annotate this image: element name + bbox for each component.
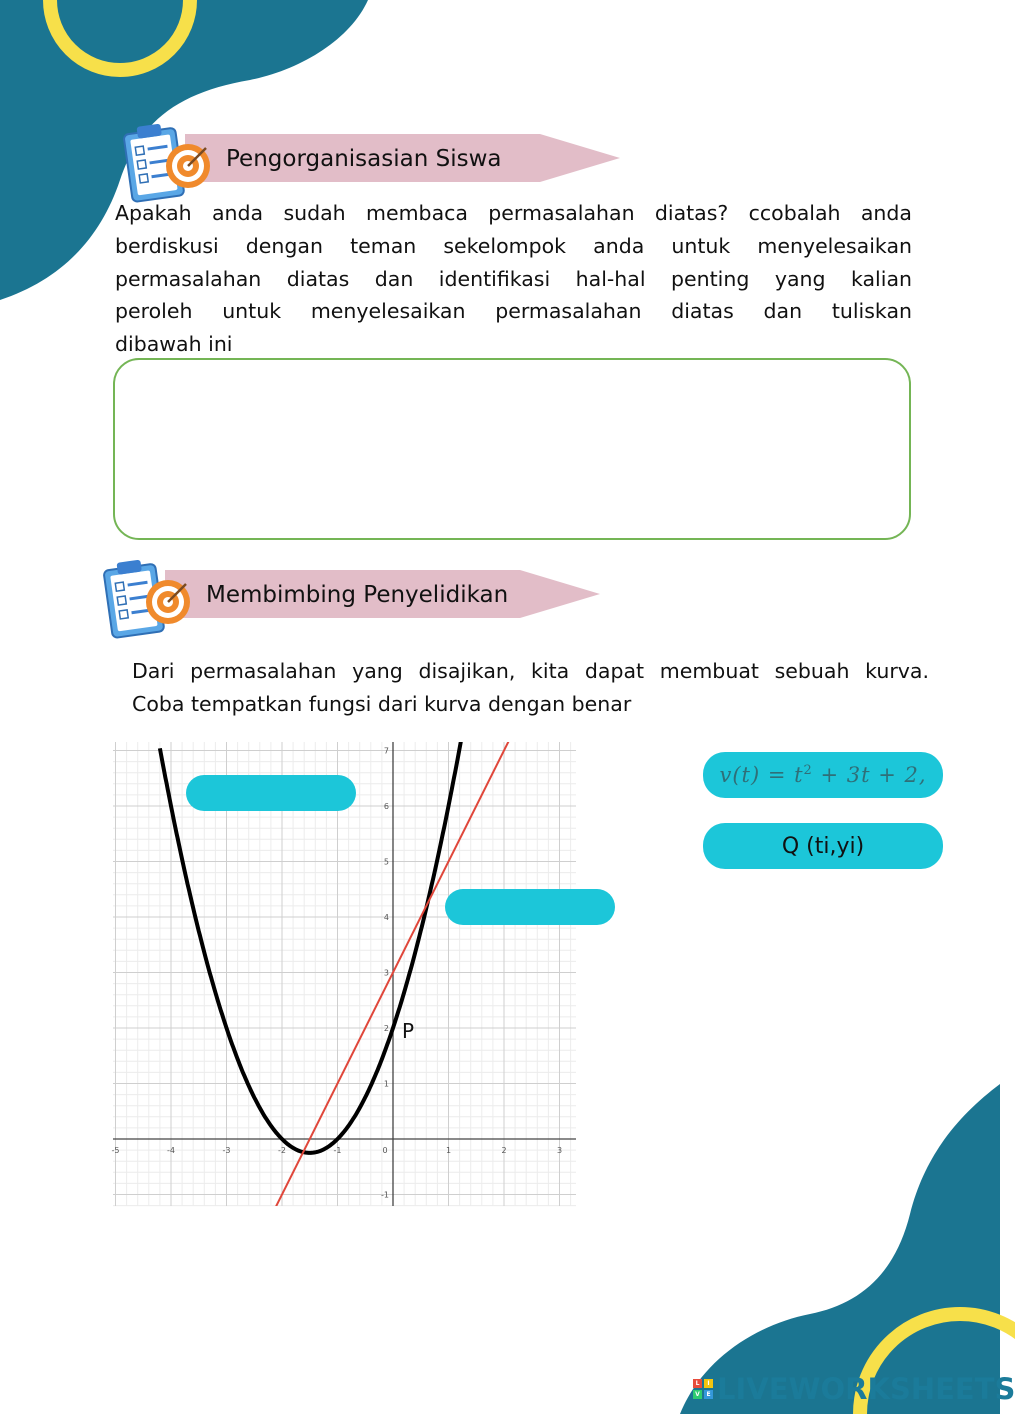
brand-logo-icon: [693, 1379, 713, 1399]
formula-rest: + 3t + 2,: [812, 763, 927, 787]
x-tick-label: 1: [445, 1146, 452, 1155]
y-tick-label: 3: [383, 968, 389, 978]
x-tick-label: 0: [382, 1146, 388, 1155]
section-banner-membimbing: [100, 556, 610, 641]
x-tick-label: -1: [333, 1146, 342, 1155]
paragraph-line: Apakah anda sudah membaca permasalahan diatas? ccobalah anda: [115, 201, 912, 225]
y-tick-label: 2: [383, 1024, 389, 1033]
point-text: Q (ti,yi): [781, 833, 865, 859]
paragraph-line: dibawah ini: [115, 332, 233, 357]
formula-exponent: 2: [803, 763, 813, 778]
x-tick-label: -5: [111, 1146, 120, 1155]
y-tick-label: -1: [381, 1190, 389, 1200]
x-tick-label: 2: [501, 1146, 507, 1155]
liveworksheets-brand: [693, 1372, 1015, 1406]
x-tick-label: -2: [278, 1146, 286, 1155]
paragraph-line: Dari permasalahan yang disajikan, kita dapat membuat sebuah kurva.: [132, 659, 929, 683]
drop-slot-line-label[interactable]: [445, 889, 615, 925]
formula-main: v(t) = t: [719, 763, 804, 787]
paragraph-line: permasalahan diatas dan identifikasi hal-hal penting yang kalian: [115, 266, 912, 291]
option-formula-pill[interactable]: [703, 752, 943, 798]
y-tick-label: 6: [383, 802, 389, 811]
x-tick-label: -4: [167, 1146, 175, 1155]
answer-textarea[interactable]: [113, 358, 911, 540]
paragraph-line: peroleh untuk menyelesaikan permasalahan diatas dan tuliskan: [115, 299, 912, 324]
x-tick-label: -3: [222, 1146, 231, 1155]
function-graph: [113, 742, 576, 1206]
x-tick-label: 3: [556, 1146, 563, 1155]
option-point-pill[interactable]: [703, 823, 943, 869]
y-tick-label: 4: [383, 913, 389, 922]
section-banner-pengorganisasian: [120, 120, 630, 200]
y-tick-label: 5: [383, 857, 389, 867]
brand-text: LIVEWORKSHEETS: [717, 1372, 1015, 1406]
logo-square: L: [693, 1379, 702, 1388]
y-tick-label: 7: [383, 746, 389, 756]
drop-slot-curve-label[interactable]: [186, 775, 356, 811]
instruction-paragraph-2: [132, 655, 929, 721]
y-tick-label: 1: [383, 1079, 389, 1089]
instruction-paragraph-1: [115, 197, 912, 361]
paragraph-line: berdiskusi dengan teman sekelompok anda untuk menyelesaikan: [115, 233, 912, 258]
point-p-label: P: [402, 1019, 415, 1043]
decorative-blob-bottom-right: [660, 1074, 1000, 1414]
logo-square: E: [704, 1390, 713, 1399]
clipboard-target-icon: [120, 120, 215, 205]
logo-square: V: [693, 1390, 702, 1399]
section-title-pengorganisasian: Pengorganisasian Siswa: [226, 146, 502, 172]
formula-text: [719, 763, 926, 787]
clipboard-target-icon: [100, 556, 195, 641]
paragraph-line: Coba tempatkan fungsi dari kurva dengan benar: [132, 691, 632, 716]
section-title-membimbing: Membimbing Penyelidikan: [206, 582, 509, 608]
logo-square: I: [704, 1379, 713, 1388]
